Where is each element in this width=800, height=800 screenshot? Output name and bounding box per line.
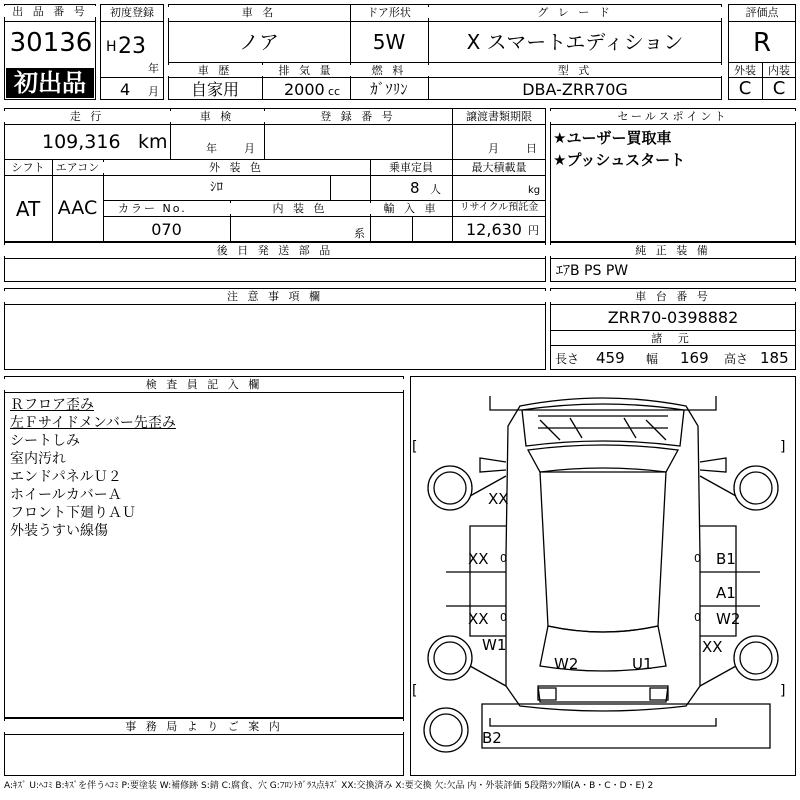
dims-label: 諸 元 <box>651 332 695 345</box>
exterior-grade: C <box>738 78 752 99</box>
plate-label: 登 録 番 号 <box>264 111 452 122</box>
damage-mark: XX <box>468 550 489 568</box>
lot-number-label: 出 品 番 号 <box>4 6 96 17</box>
model-label: 型 式 <box>428 65 722 76</box>
mileage-label: 走 行 <box>4 111 170 122</box>
registration-month-unit: 月 <box>148 85 159 98</box>
ac-label: エアコン <box>55 161 100 174</box>
zero-mark: 0 <box>500 552 507 565</box>
interior-grade: C <box>772 78 786 99</box>
load-label: 最大積載量 <box>471 161 527 174</box>
recycle-fee: 12,630 <box>466 220 522 239</box>
chassis-label: 車 台 番 号 <box>550 291 796 302</box>
inspector-line: 室内汚れ <box>10 451 66 467</box>
legend: A:ｷｽﾞ U:ﾍｺﾐ B:ｷｽﾞを伴うﾍｺﾐ P:要塗装 W:補修跡 S:錆 C:腐食、穴 G:ﾌﾛﾝﾄｶﾞﾗｽ点ｷｽﾞ XX:交換済み X:要交換 欠:欠品 内・外装評価 5段階ﾗﾝｸ順(A・B・C・D・E) 2 <box>4 781 654 791</box>
history: 自家用 <box>190 80 239 99</box>
zero-mark: 0 <box>694 552 701 565</box>
score: R <box>752 28 772 58</box>
registration-label: 初度登録 <box>110 6 154 19</box>
inspector-line: エンドパネルＵ２ <box>10 469 122 485</box>
capacity: 8 <box>410 179 420 197</box>
inspector-line: Ｒフロア歪み <box>10 397 94 413</box>
width-label: 幅 <box>646 352 659 366</box>
transfer-deadline-label: 譲渡書類期限 <box>466 110 532 123</box>
registration-year-unit: 年 <box>148 62 159 75</box>
damage-mark: B2 <box>482 729 502 747</box>
fuel: ｶﾞｿﾘﾝ <box>370 80 408 98</box>
inspector-line: シートしみ <box>10 433 80 449</box>
grade-label: グ レ ー ド <box>428 7 722 18</box>
damage-mark: B1 <box>716 550 736 568</box>
color: ｼﾛ <box>210 180 223 195</box>
score-label: 評価点 <box>745 6 779 19</box>
displacement: 2000 <box>284 80 325 99</box>
damage-mark: W2 <box>716 610 741 628</box>
load-unit: kg <box>528 185 541 196</box>
import-label: 輸 入 車 <box>370 203 452 214</box>
inspector-line: 左Ｆサイドメンバー先歪み <box>10 415 176 431</box>
recycle-label: リサイクル預託金 <box>459 202 539 213</box>
width: 169 <box>680 349 709 367</box>
recycle-unit: 円 <box>528 224 539 237</box>
chassis-number: ZRR70-0398882 <box>607 308 739 327</box>
shift-label: シフト <box>11 161 45 174</box>
capacity-unit: 人 <box>430 183 441 196</box>
interior-color-suffix: 系 <box>354 227 365 240</box>
length-label: 長さ <box>555 352 580 366</box>
damage-mark: W1 <box>482 636 507 654</box>
delivery-parts-label: 後 日 発 送 部 品 <box>4 245 546 256</box>
damage-mark: XX <box>488 490 509 508</box>
sales-points-label: セールスポイント <box>550 111 796 122</box>
notes-label: 注 意 事 項 欄 <box>4 291 546 302</box>
registration-month: 4 <box>120 80 131 99</box>
inspection-month-unit: 月 <box>244 142 255 155</box>
transfer-month-unit: 月 <box>488 142 499 155</box>
car-outline-icon <box>410 376 796 776</box>
genuine-equipment: ｴｱB PS PW <box>556 263 629 279</box>
mileage: 109,316 <box>42 131 121 153</box>
first-listing-badge: 初出品 <box>6 68 94 98</box>
history-label: 車 歴 <box>168 65 262 76</box>
inspector-line: フロント下廻りＡＵ <box>10 505 136 521</box>
damage-mark: XX <box>702 638 723 656</box>
bracket-left: [ <box>412 439 418 455</box>
office-label: 事 務 局 よ り ご 案 内 <box>4 721 404 732</box>
damage-mark: W2 <box>554 655 579 673</box>
registration-era: H <box>106 39 117 55</box>
height-label: 高さ <box>724 352 749 366</box>
height: 185 <box>760 349 789 367</box>
color-label: 外 装 色 <box>103 162 370 173</box>
interior-color-label: 内 装 色 <box>230 203 370 214</box>
transfer-day-unit: 日 <box>526 142 537 155</box>
car-name: ノア <box>239 30 279 54</box>
genuine-equipment-label: 純 正 装 備 <box>550 245 796 256</box>
color-no: 070 <box>151 220 182 239</box>
lot-number: 30136 <box>9 28 93 58</box>
inspection-year-unit: 年 <box>206 142 217 155</box>
zero-mark: 0 <box>500 611 507 624</box>
damage-mark: A1 <box>716 584 736 602</box>
color-no-label: カラー No. <box>118 202 187 215</box>
zero-mark: 0 <box>694 611 701 624</box>
door-type: 5W <box>372 30 406 54</box>
length: 459 <box>596 349 625 367</box>
exterior-grade-label: 外装 <box>734 64 756 77</box>
bracket-right: ] <box>780 683 786 699</box>
inspector-label: 検 査 員 記 入 欄 <box>4 379 404 390</box>
car-name-label: 車 名 <box>168 7 350 18</box>
inspector-line: 外装うすい線傷 <box>10 523 108 539</box>
displacement-unit: cc <box>328 85 341 98</box>
registration-year: 23 <box>118 34 146 59</box>
interior-grade-label: 内装 <box>768 64 790 77</box>
damage-mark: XX <box>468 610 489 628</box>
model: DBA-ZRR70G <box>522 80 628 99</box>
inspection-label: 車 検 <box>170 111 264 122</box>
damage-mark: U1 <box>632 655 653 673</box>
bracket-left: [ <box>412 683 418 699</box>
door-label: ドア形状 <box>367 6 411 19</box>
sales-point-item: ★ユーザー買取車 <box>553 129 672 147</box>
bracket-right: ] <box>780 439 786 455</box>
fuel-label: 燃 料 <box>350 65 428 76</box>
inspector-line: ホイールカバーＡ <box>10 487 122 503</box>
capacity-label: 乗車定員 <box>389 161 433 174</box>
shift: AT <box>15 197 41 221</box>
displacement-label: 排 気 量 <box>262 65 350 76</box>
grade: X スマートエディション <box>466 30 684 54</box>
sales-point-item: ★プッシュスタート <box>553 151 686 169</box>
ac: AAC <box>57 197 98 219</box>
mileage-unit: km <box>138 131 168 153</box>
